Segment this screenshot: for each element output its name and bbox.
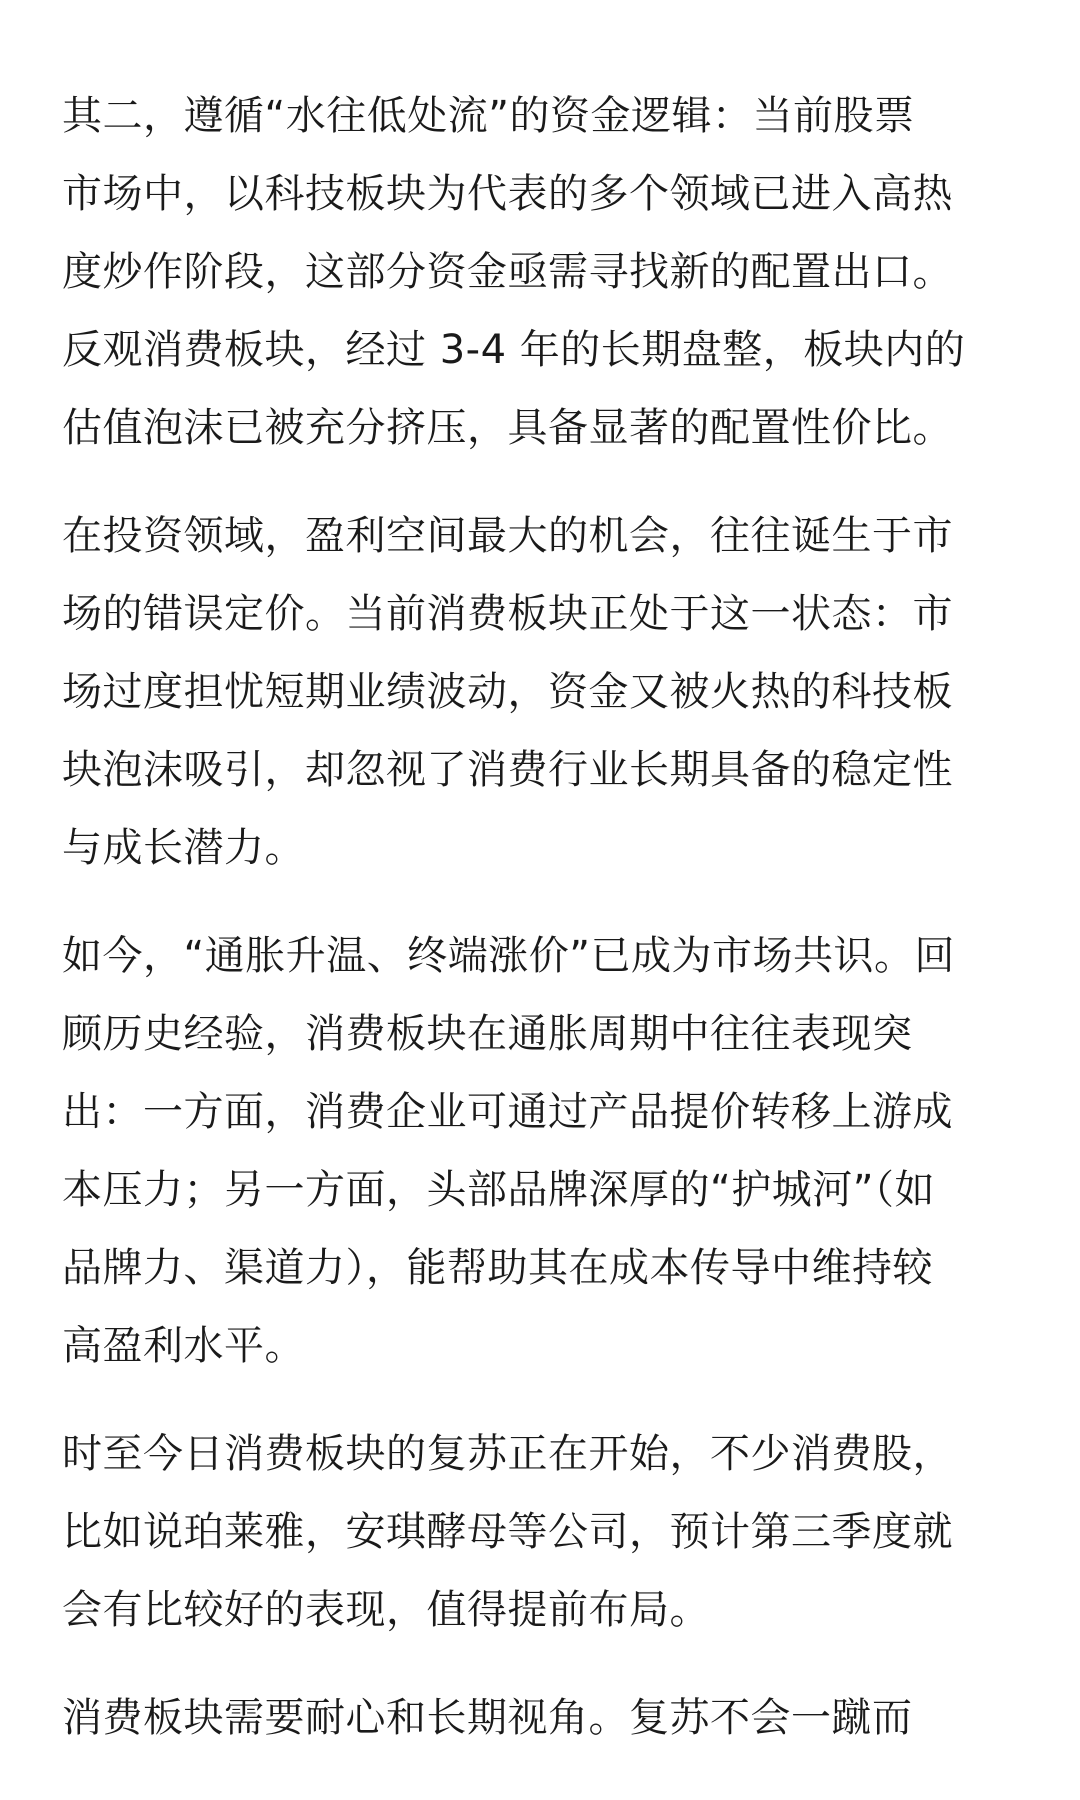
text-line: 估值泡沫已被充分挤压，具备显著的配置性价比。 xyxy=(62,405,953,451)
text-line: 比如说珀莱雅，安琪酵母等公司，预计第三季度就 xyxy=(62,1509,953,1555)
text-line: 与成长潜力。 xyxy=(62,825,305,871)
text-line: 场过度担忧短期业绩波动，资金又被火热的科技板 xyxy=(62,669,953,715)
text-line: 出：一方面，消费企业可通过产品提价转移上游成 xyxy=(62,1089,953,1135)
text-line: 在投资领域，盈利空间最大的机会，往往诞生于市 xyxy=(62,513,953,559)
text-line: 品牌力、渠道力），能帮助其在成本传导中维持较 xyxy=(62,1245,933,1291)
text-line: 场的错误定价。当前消费板块正处于这一状态：市 xyxy=(62,591,953,637)
text-line: 反观消费板块，经过 3-4 年的长期盘整，板块内的 xyxy=(62,327,966,373)
text-line: 度炒作阶段，这部分资金亟需寻找新的配置出口。 xyxy=(62,249,953,295)
text-line: 块泡沫吸引，却忽视了消费行业长期具备的稳定性 xyxy=(62,747,953,793)
text-line: 本压力；另一方面，头部品牌深厚的“护城河”（如 xyxy=(62,1167,935,1213)
text-line: 消费板块需要耐心和长期视角。复苏不会一蹴而 xyxy=(62,1695,913,1741)
text-line: 高盈利水平。 xyxy=(62,1323,305,1369)
text-line: 市场中，以科技板块为代表的多个领域已进入高热 xyxy=(62,171,953,217)
text-line: 其二，遵循“水往低处流”的资金逻辑：当前股票 xyxy=(62,93,915,139)
text-line: 时至今日消费板块的复苏正在开始，不少消费股， xyxy=(62,1431,953,1477)
text-line: 会有比较好的表现，值得提前布局。 xyxy=(62,1587,710,1633)
text-line: 如今，“通胀升温、终端涨价”已成为市场共识。回 xyxy=(62,933,955,979)
text-line: 顾历史经验，消费板块在通胀周期中往往表现突 xyxy=(62,1011,913,1057)
